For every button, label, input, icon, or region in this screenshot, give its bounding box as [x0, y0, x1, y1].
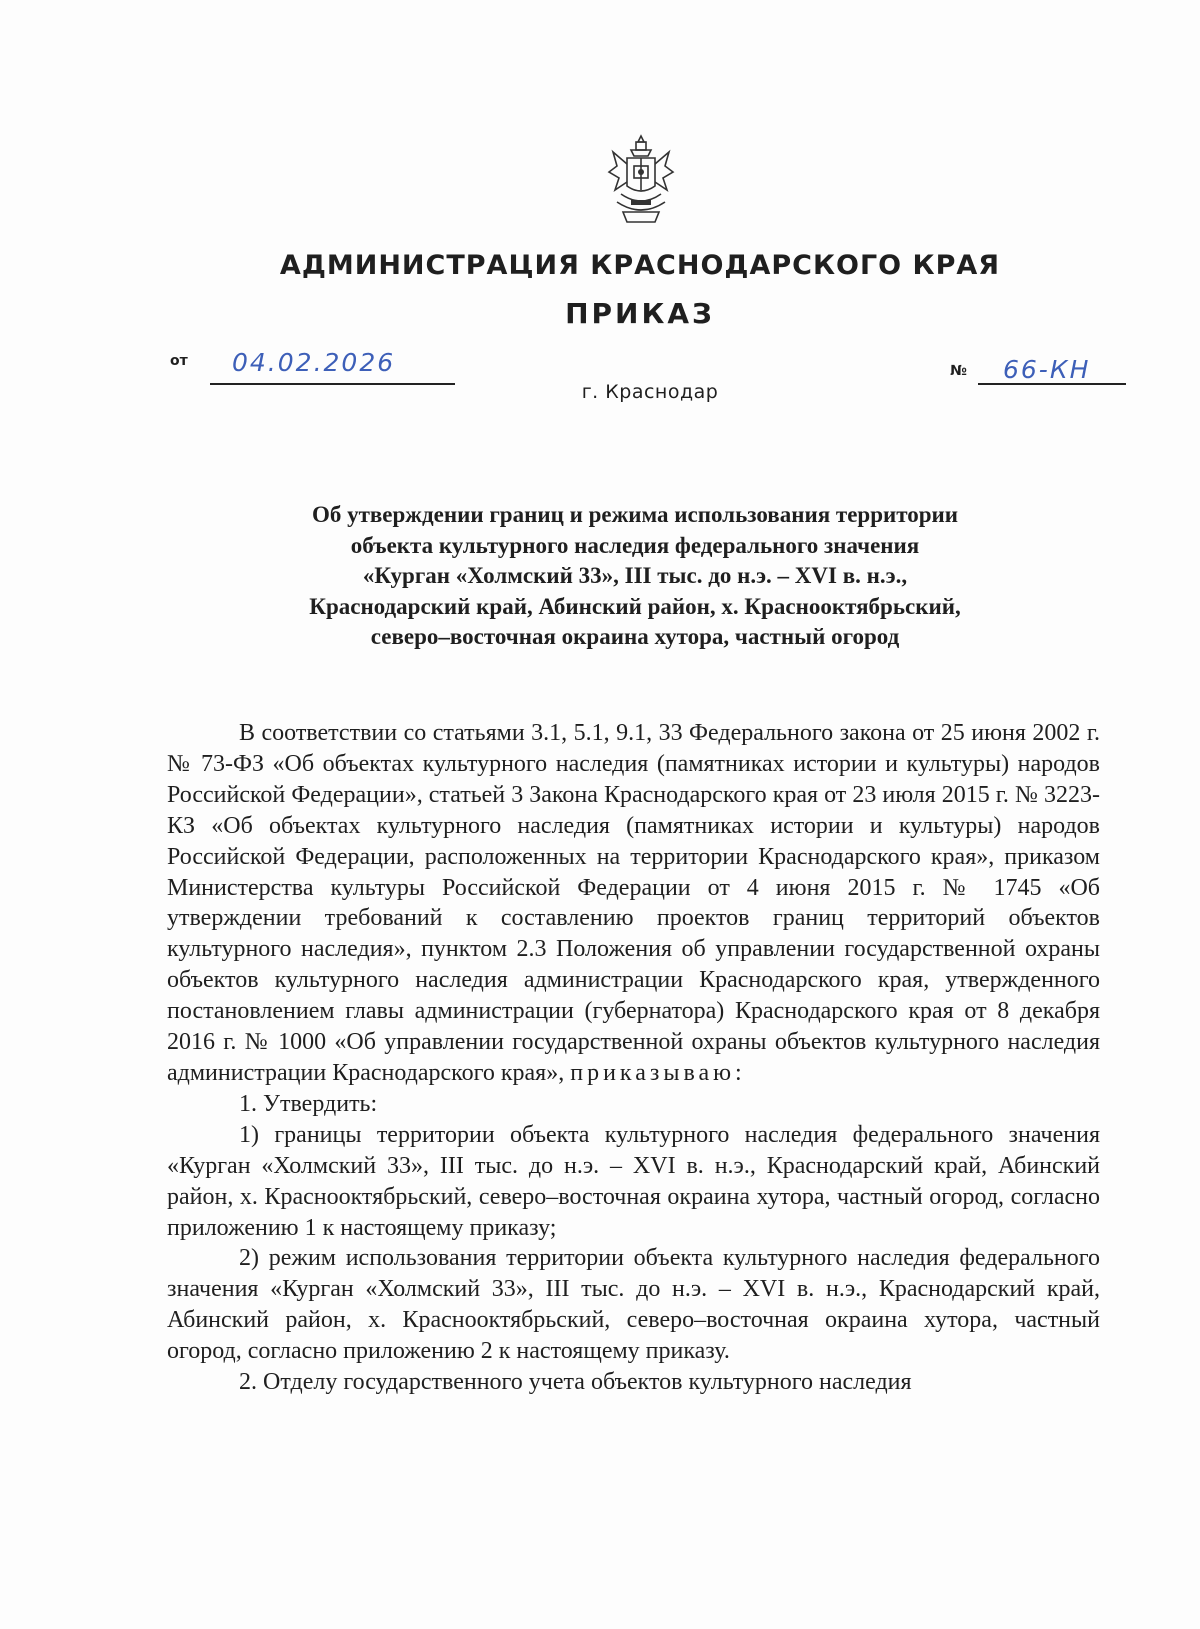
coat-of-arms-icon — [607, 134, 675, 226]
number-label: № — [950, 363, 967, 379]
item-1-2: 2) режим использования территории объекта культурного наследия федерального значения «Курган «Холмский 33», III тыс. до н.э. – XVI в. н.э., Краснодарский край, Абинский район, х. Краснооктябрьский, северо–восточная окраина хутора, частный огород, согласно приложению 2 к настоящему приказу. — [167, 1245, 1100, 1365]
document-body — [167, 718, 1100, 1398]
city: г. Краснодар — [581, 381, 719, 403]
item-1: 1. Утвердить: — [239, 1090, 378, 1117]
preamble-text: В соответствии со статьями 3.1, 5.1, 9.1, 33 Федерального закона от 25 июня 2002 г. № 73-ФЗ «Об объектах культурного наследия (памятниках истории и культуры) народов Российской Федерации», статьей 3 Закона Краснодарского края от 23 июля 2015 г. № 3223-КЗ «Об объектах культурного наследия (памятниках истории и культуры) народов Российской Федерации, расположенных на территории Краснодарского края», приказом Министерства культуры Российской Федерации от 4 июня 2015 г. № 1745 «Об утверждении требований к составлению проектов границ территорий объектов культурного наследия», пунктом 2.3 Положения об управлении государственной охраны объектов культурного наследия администрации Краснодарского края, утвержденного постановлением главы администрации (губернатора) Краснодарского края от 8 декабря 2016 г. № 1000 «Об управлении государственной охраны объектов культурного наследия администрации Краснодарского края», — [167, 720, 1100, 1086]
item-1-1: 1) границы территории объекта культурного наследия федерального значения «Курган «Холмский 33», III тыс. до н.э. – XVI в. н.э., Краснодарский край, Абинский район, х. Краснооктябрьский, северо–восточная окраина хутора, частный огород, согласно приложению 1 к настоящему приказу; — [167, 1121, 1100, 1241]
heading-line: объекта культурного наследия федерального значения — [350, 532, 920, 558]
document-heading — [170, 500, 1100, 653]
document-type: ПРИКАЗ — [565, 297, 715, 330]
item-2: 2. Отделу государственного учета объектов культурного наследия — [239, 1369, 912, 1396]
date-label: от — [170, 353, 188, 369]
order-word: приказываю: — [570, 1059, 746, 1086]
heading-line: Краснодарский край, Абинский район, х. Краснооктябрьский, — [309, 593, 961, 619]
heading-line: «Курган «Холмский 33», III тыс. до н.э. – XVI в. н.э., — [362, 563, 908, 588]
number-value: 66-КН — [1003, 355, 1091, 384]
preamble-paragraph — [167, 718, 1100, 1089]
heading-line: Об утверждении границ и режима использования территории — [311, 502, 959, 527]
heading-line: северо–восточная окраина хутора, частный огород — [370, 624, 900, 649]
date-value: 04.02.2026 — [232, 348, 396, 377]
organization-title: АДМИНИСТРАЦИЯ КРАСНОДАРСКОГО КРАЯ — [279, 250, 1001, 281]
